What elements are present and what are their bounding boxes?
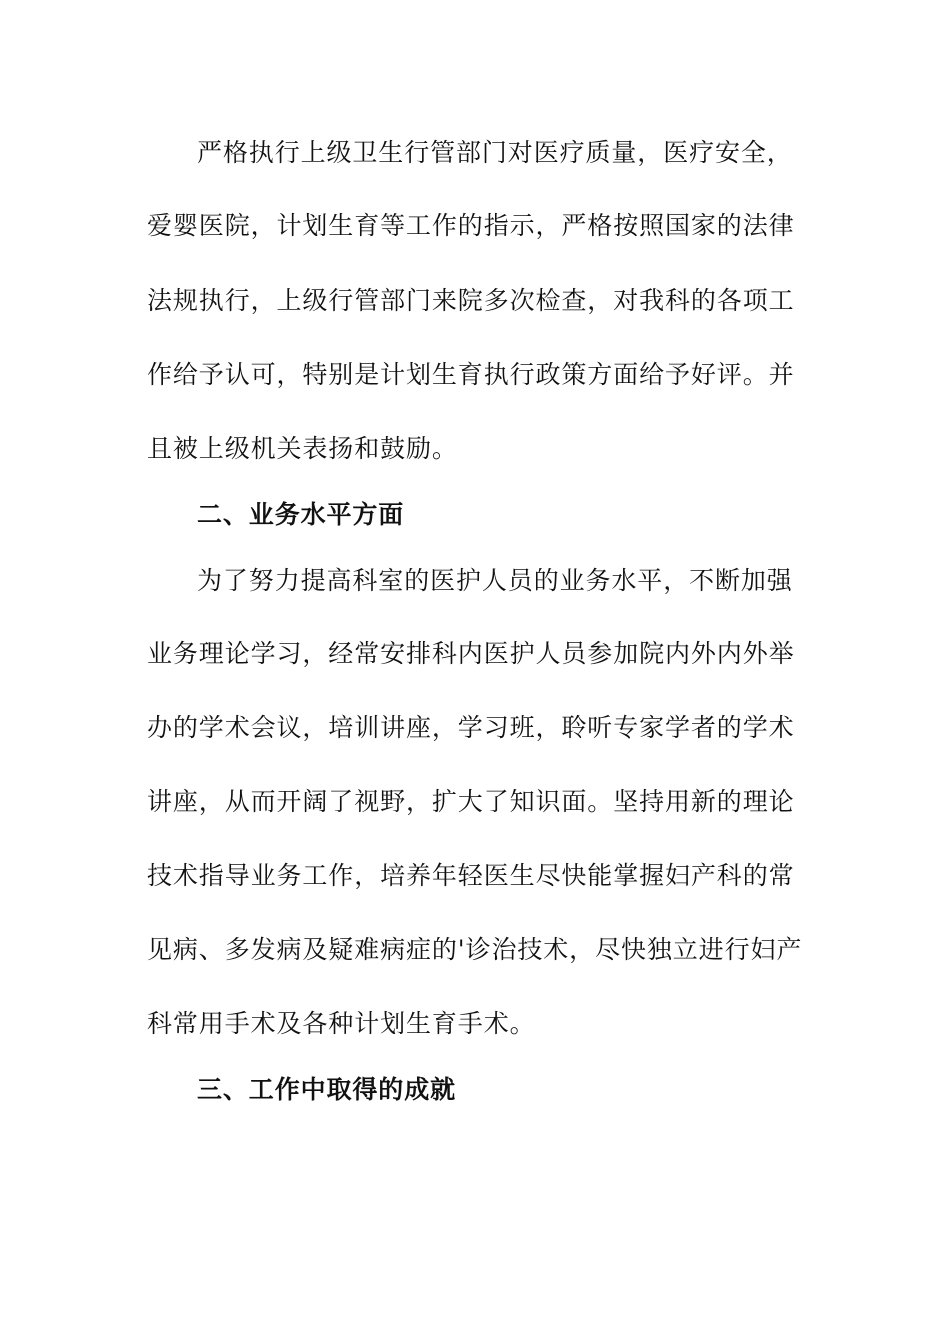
paragraph-2-line-5: 技术指导业务工作，培养年轻医生尽快能掌握妇产科的常 xyxy=(147,861,795,890)
section-heading-3: 三、工作中取得的成就 xyxy=(197,1075,457,1104)
paragraph-2-line-6: 见病、多发病及疑难病症的'诊治技术，尽快独立进行妇产 xyxy=(147,935,803,964)
paragraph-2-line-1: 为了努力提高科室的医护人员的业务水平，不断加强 xyxy=(197,566,793,595)
paragraph-1-line-1: 严格执行上级卫生行管部门对医疗质量，医疗安全， xyxy=(197,138,793,167)
paragraph-2-line-3: 办的学术会议，培训讲座，学习班，聆听专家学者的学术 xyxy=(147,713,795,742)
paragraph-1-line-5: 且被上级机关表扬和鼓励。 xyxy=(147,434,458,463)
section-heading-2: 二、业务水平方面 xyxy=(197,500,405,529)
paragraph-1-line-4: 作给予认可，特别是计划生育执行政策方面给予好评。并 xyxy=(147,360,795,389)
paragraph-2-line-7: 科常用手术及各种计划生育手术。 xyxy=(147,1009,536,1038)
paragraph-2-line-4: 讲座，从而开阔了视野，扩大了知识面。坚持用新的理论 xyxy=(147,787,795,816)
paragraph-1-line-3: 法规执行，上级行管部门来院多次检查，对我科的各项工 xyxy=(147,286,795,315)
paragraph-2-line-2: 业务理论学习，经常安排科内医护人员参加院内外内外举 xyxy=(147,639,795,668)
paragraph-1-line-2: 爱婴医院，计划生育等工作的指示，严格按照国家的法律 xyxy=(147,211,795,240)
